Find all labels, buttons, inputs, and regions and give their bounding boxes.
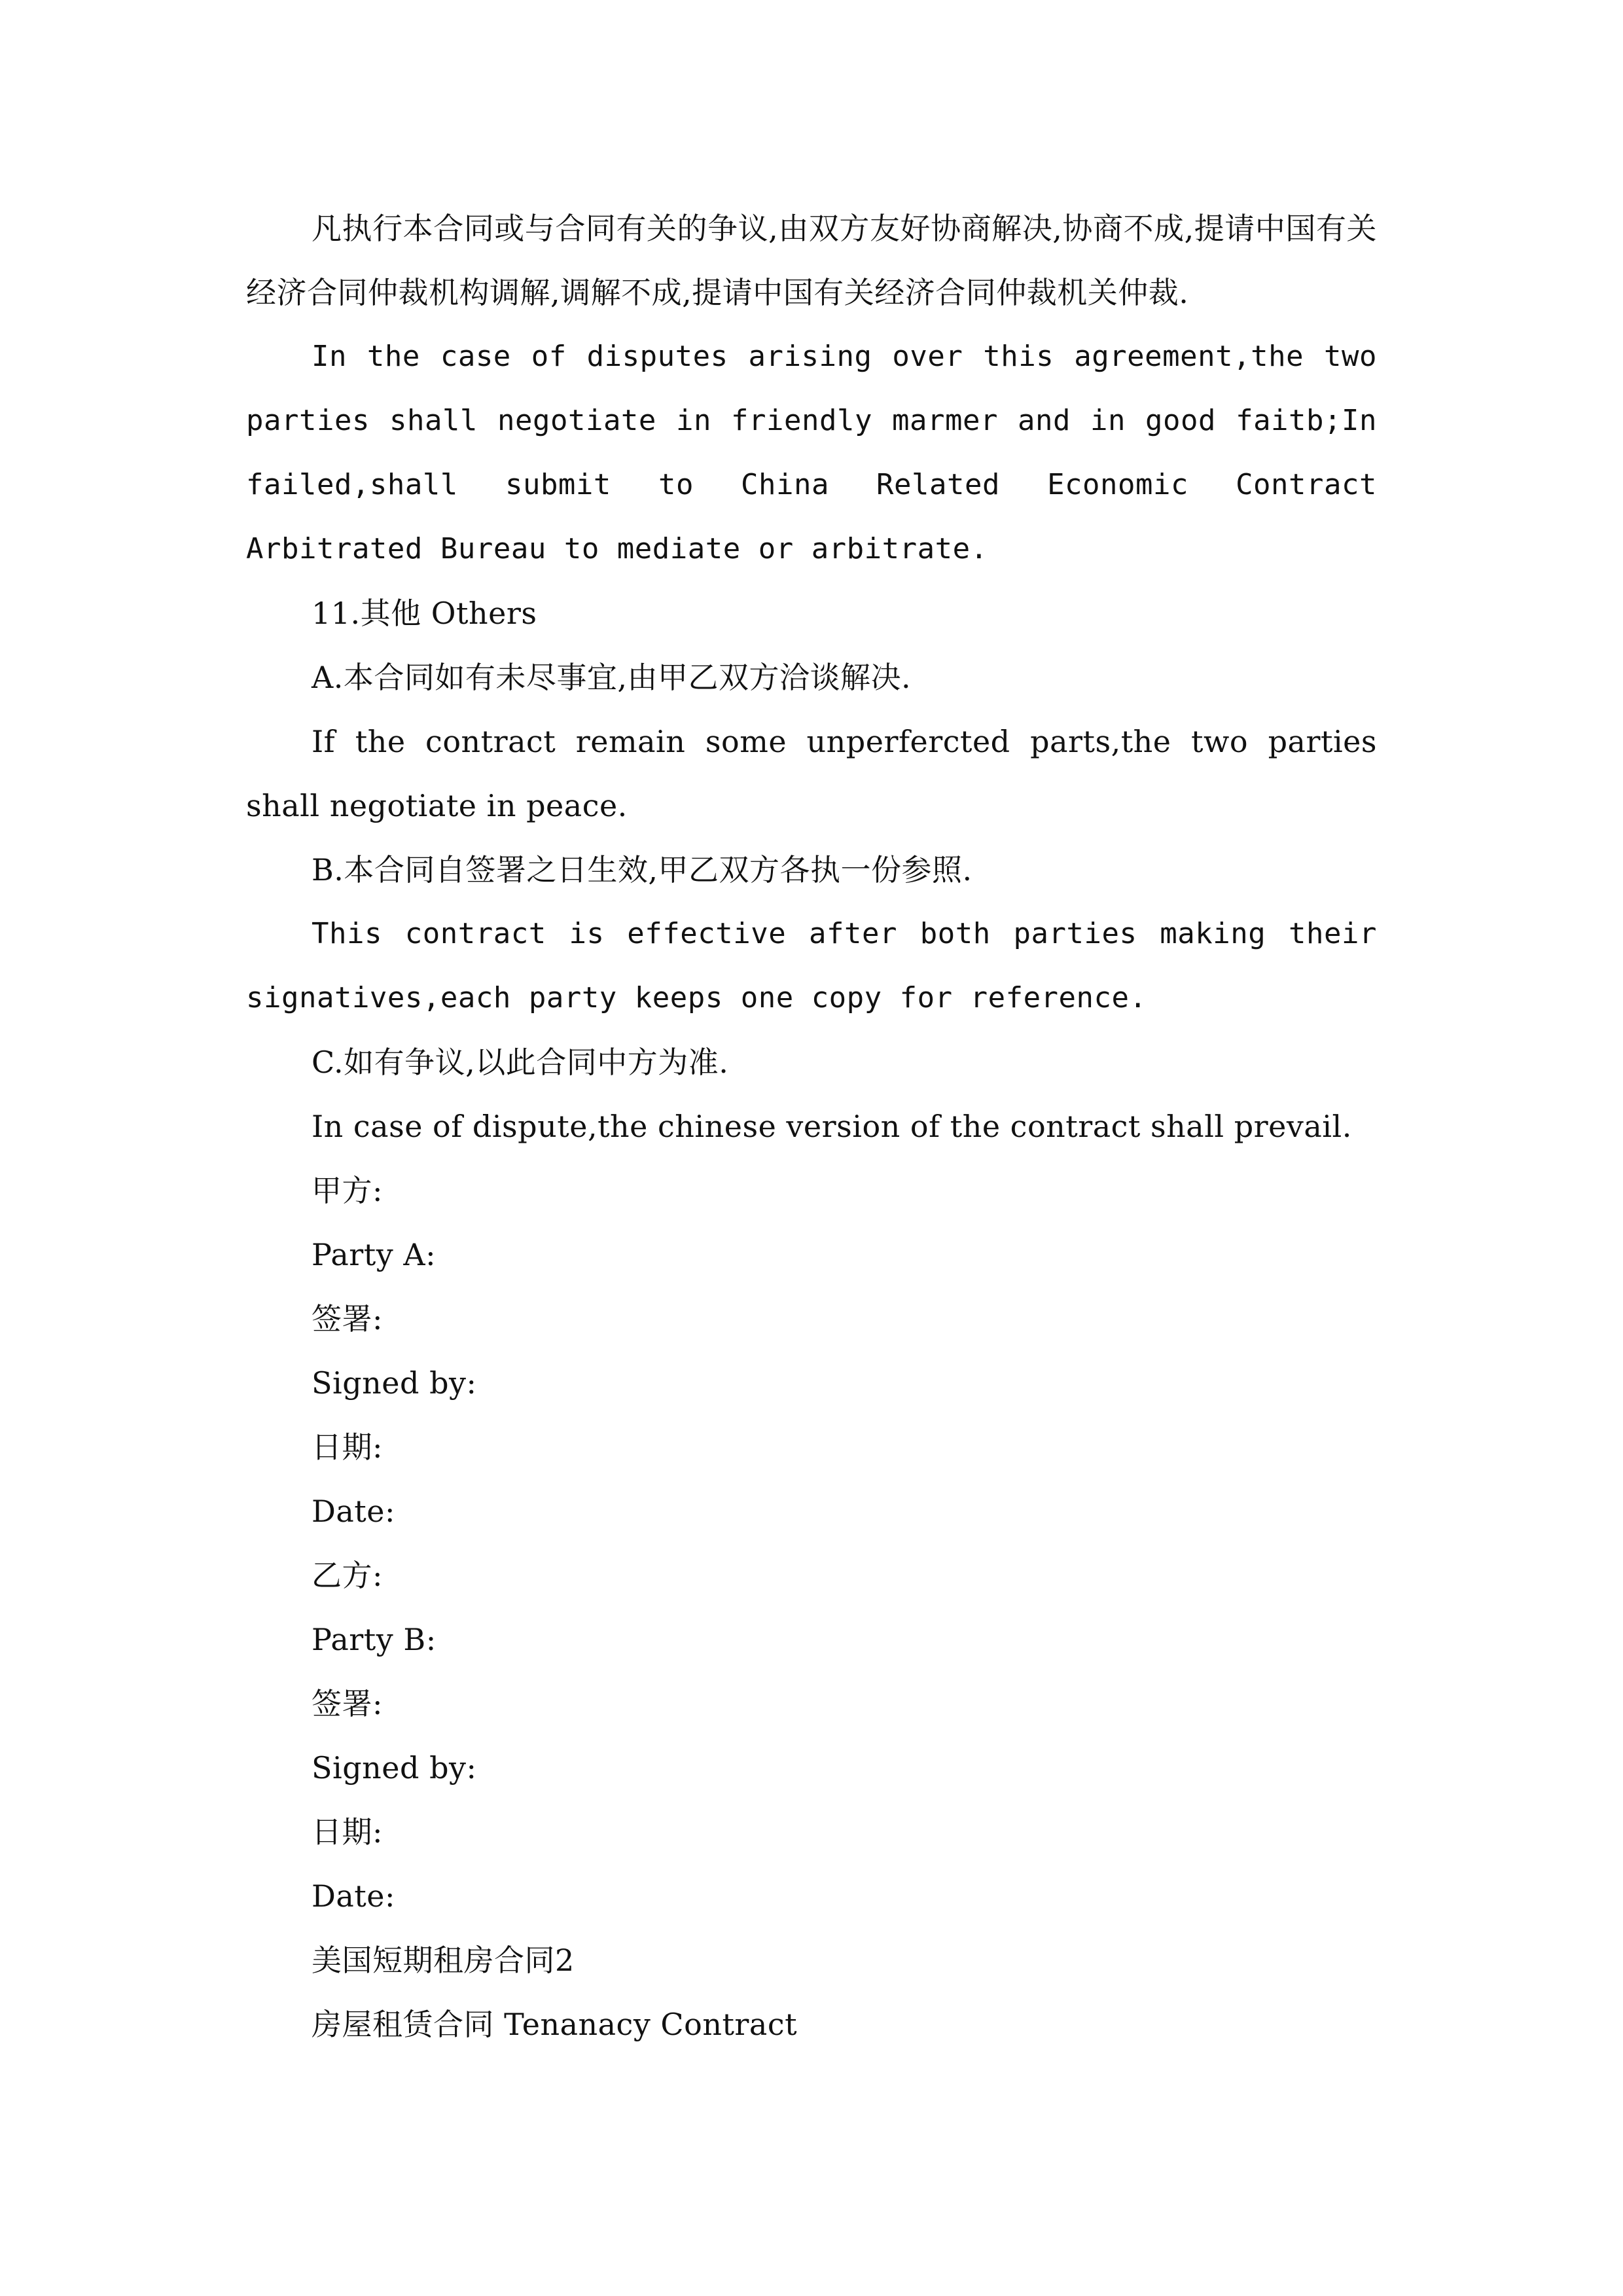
date-a-label-english: Date:	[312, 1494, 396, 1529]
clause-a-chinese: A.本合同如有未尽事宜,由甲乙双方洽谈解决.	[312, 660, 912, 695]
signed-b-label-english: Signed by:	[312, 1750, 477, 1785]
clause-a-english: If the contract remain some unperfercted parts,the two parties shall negotiate in peace.	[246, 724, 1377, 823]
party-a-label-english: Party A:	[312, 1237, 437, 1272]
date-b-label-english: Date:	[312, 1878, 396, 1914]
dispute-clause-english: In the case of disputes arising over this agreement,the two parties shall negotiate in friendly marmer and in good faitb;In failed,shall submit to China Related Economic Contract Arbitrated Bureau to mediate or arbitrate.	[246, 340, 1377, 565]
party-a-label-chinese: 甲方:	[312, 1173, 383, 1208]
document-body	[246, 196, 1377, 2056]
clause-b-english: This contract is effective after both parties making their signatives,each party keeps one copy for reference.	[246, 917, 1377, 1014]
party-b-label-english: Party B:	[312, 1622, 437, 1657]
signed-b-label-chinese: 签署:	[312, 1686, 383, 1721]
clause-c-chinese: C.如有争议,以此合同中方为准.	[312, 1045, 729, 1080]
date-b-label-chinese: 日期:	[312, 1814, 383, 1850]
date-a-label-chinese: 日期:	[312, 1429, 383, 1465]
clause-b-chinese: B.本合同自签署之日生效,甲乙双方各执一份参照.	[312, 852, 972, 888]
section-11-heading: 11.其他 Others	[312, 596, 537, 631]
next-contract-subtitle: 房屋租赁合同 Tenanacy Contract	[312, 2007, 798, 2042]
clause-c-english: In case of dispute,the chinese version of the contract shall prevail.	[312, 1109, 1352, 1144]
dispute-clause-chinese: 凡执行本合同或与合同有关的争议,由双方友好协商解决,协商不成,提请中国有关经济合同仲裁机构调解,调解不成,提请中国有关经济合同仲裁机关仲裁.	[246, 211, 1377, 310]
next-contract-title: 美国短期租房合同2	[312, 1943, 575, 1978]
party-b-label-chinese: 乙方:	[312, 1558, 383, 1593]
signed-a-label-chinese: 签署:	[312, 1301, 383, 1336]
signed-a-label-english: Signed by:	[312, 1365, 477, 1401]
